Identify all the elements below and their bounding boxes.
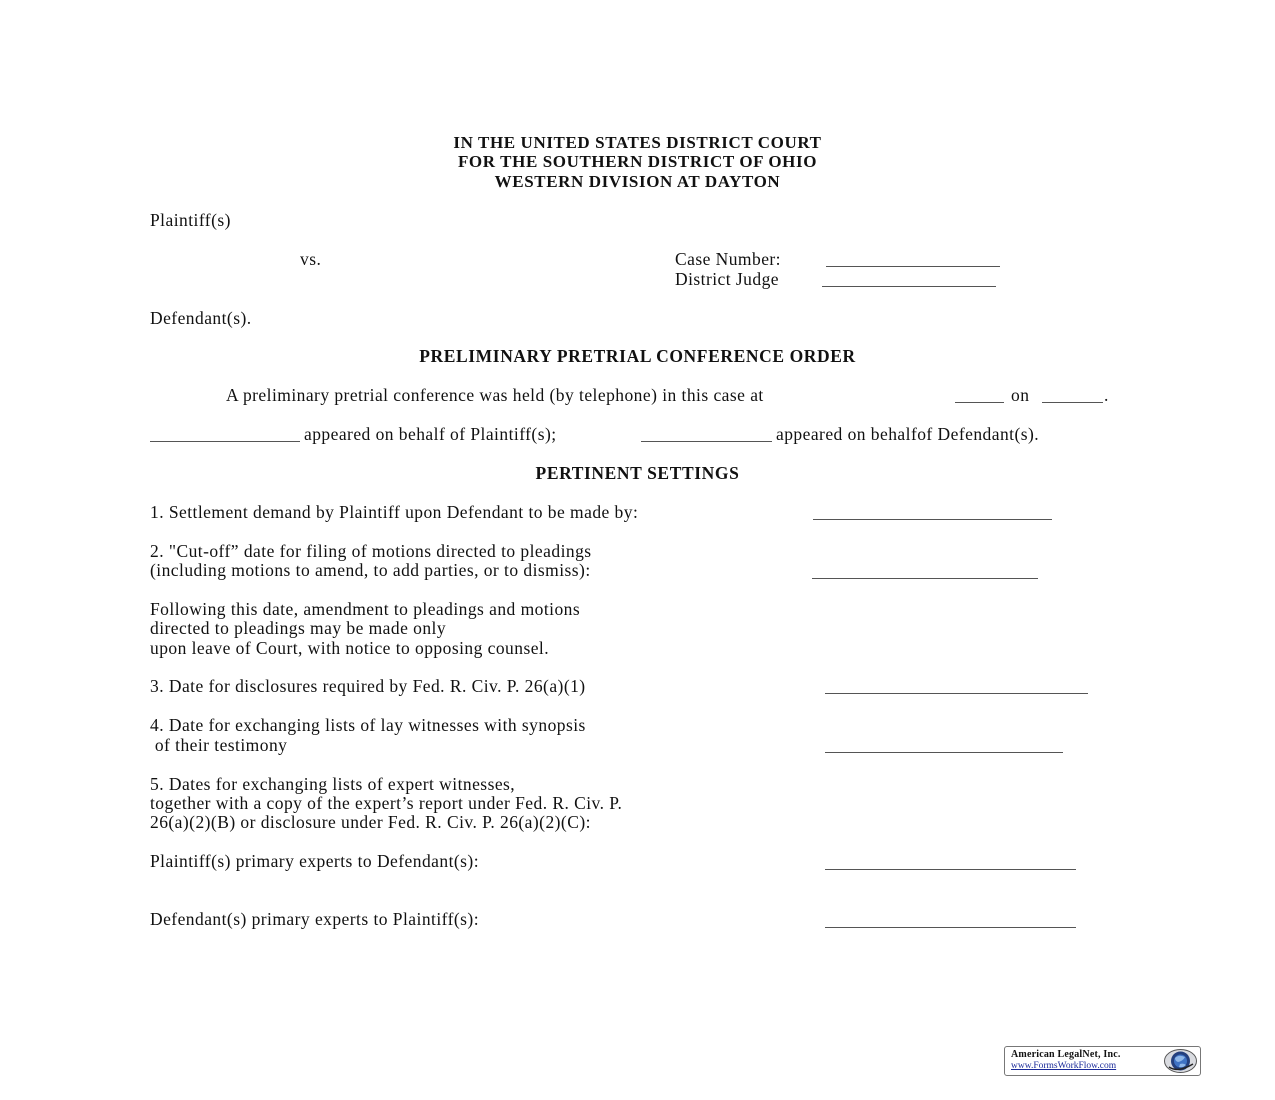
item-5-line-2: together with a copy of the expert’s report under Fed. R. Civ. P. [150,793,623,813]
item-4-line-2: of their testimony [150,735,288,755]
following-line-2: directed to pleadings may be made only [150,618,447,638]
appeared-defendant-text: appeared on behalfof Defendant(s). [776,424,1040,444]
defendant-experts-label: Defendant(s) primary experts to Plaintiff(s): [150,909,480,929]
conference-date-blank[interactable] [1042,402,1103,403]
item-1-blank[interactable] [813,519,1052,520]
defendant-experts-blank[interactable] [825,927,1076,928]
item-1-settlement-demand: 1. Settlement demand by Plaintiff upon Defendant to be made by: [150,502,639,522]
vs-label: vs. [300,249,322,269]
following-line-1: Following this date, amendment to pleadings and motions [150,599,581,619]
following-line-3: upon leave of Court, with notice to opposing counsel. [150,638,550,658]
item-2-line-2: (including motions to amend, to add parties, or to dismiss): [150,560,591,580]
item-3-blank[interactable] [825,693,1088,694]
plaintiff-label: Plaintiff(s) [150,210,231,230]
item-3-disclosures: 3. Date for disclosures required by Fed. R. Civ. P. 26(a)(1) [150,676,586,696]
item-5-line-1: 5. Dates for exchanging lists of expert witnesses, [150,774,516,794]
globe-icon [1163,1048,1198,1074]
plaintiff-counsel-blank[interactable] [150,441,300,442]
settings-title: PERTINENT SETTINGS [535,463,740,483]
court-name-line-2: FOR THE SOUTHERN DISTRICT OF OHIO [457,152,818,171]
conference-time-blank[interactable] [955,402,1004,403]
logo-url-link[interactable]: www.FormsWorkFlow.com [1011,1061,1117,1071]
district-judge-blank[interactable] [822,286,996,287]
american-legalnet-logo[interactable] [1004,1046,1201,1076]
defendant-counsel-blank[interactable] [641,441,772,442]
logo-company-name: American LegalNet, Inc. [1011,1049,1121,1060]
plaintiff-experts-label: Plaintiff(s) primary experts to Defendant(s): [150,851,480,871]
item-4-blank[interactable] [825,752,1063,753]
conference-on-text: on [1011,385,1030,405]
court-name-line-3: WESTERN DIVISION AT DAYTON [494,172,781,191]
case-number-blank[interactable] [826,266,1000,267]
court-name-line-1: IN THE UNITED STATES DISTRICT COURT [453,133,822,152]
case-number-label: Case Number: [675,249,781,269]
plaintiff-experts-blank[interactable] [825,869,1076,870]
conference-period: . [1104,385,1109,405]
item-2-blank[interactable] [812,578,1038,579]
conference-held-text: A preliminary pretrial conference was held (by telephone) in this case at [226,385,764,405]
defendant-label: Defendant(s). [150,308,252,328]
item-4-line-1: 4. Date for exchanging lists of lay witnesses with synopsis [150,715,586,735]
district-judge-label: District Judge [675,269,779,289]
item-5-line-3: 26(a)(2)(B) or disclosure under Fed. R. Civ. P. 26(a)(2)(C): [150,812,591,832]
order-title: PRELIMINARY PRETRIAL CONFERENCE ORDER [419,346,856,366]
item-2-line-1: 2. "Cut-off” date for filing of motions directed to pleadings [150,541,592,561]
appeared-plaintiff-text: appeared on behalf of Plaintiff(s); [304,424,557,444]
